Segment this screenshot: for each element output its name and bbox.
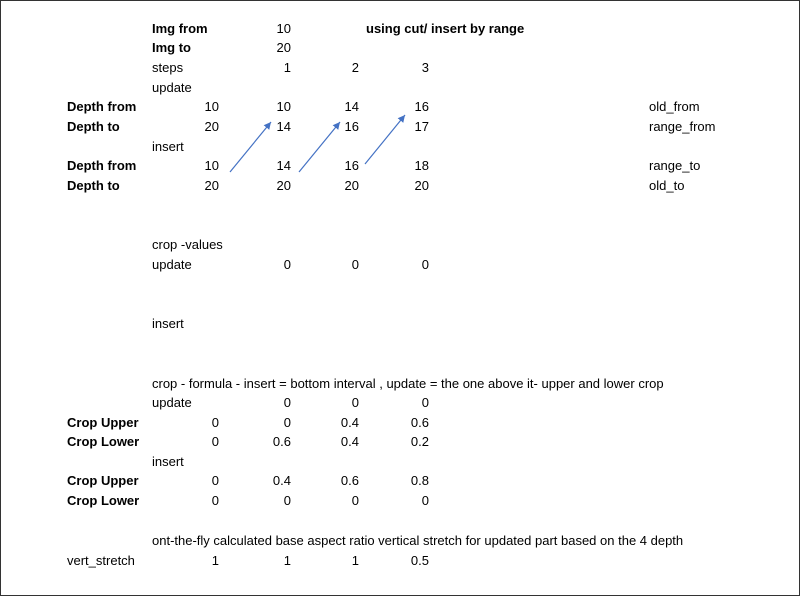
depth-update-from-cell: 10 xyxy=(276,99,291,114)
depth-insert-label: insert xyxy=(152,139,184,154)
tag-range-from: range_from xyxy=(649,119,716,134)
vert-stretch-cell: 1 xyxy=(283,553,291,568)
crop-update-upper-cell: 0.6 xyxy=(410,415,429,430)
depth-update-from-cell: 10 xyxy=(204,99,219,114)
depth-update-to-cell: 17 xyxy=(414,119,429,134)
crop-values-update-label: update xyxy=(152,257,192,272)
crop-lower-label: Crop Lower xyxy=(67,434,140,449)
img-to-value: 20 xyxy=(276,40,291,55)
depth-from-label: Depth from xyxy=(67,99,137,114)
img-from-label: Img from xyxy=(152,21,208,36)
depth-update-from-cell: 16 xyxy=(414,99,429,114)
tag-old-from: old_from xyxy=(649,99,700,114)
img-from-value: 10 xyxy=(276,21,291,36)
crop-values-update-cell: 0 xyxy=(421,257,429,272)
vert-stretch-cell: 0.5 xyxy=(410,553,429,568)
img-to-label: Img to xyxy=(152,40,191,55)
crop-upper-label: Crop Upper xyxy=(67,473,139,488)
crop-insert-lower-cell: 0 xyxy=(351,493,359,508)
crop-update-lower-cell: 0.2 xyxy=(410,434,429,449)
depth-update-to-cell: 20 xyxy=(204,119,219,134)
tag-old-to: old_to xyxy=(649,178,685,193)
crop-update-lower-cell: 0.4 xyxy=(340,434,359,449)
steps-label: steps xyxy=(152,60,184,75)
depth-to-label: Depth to xyxy=(67,119,120,134)
depth-insert-to-cell: 20 xyxy=(276,178,291,193)
depth-from-label: Depth from xyxy=(67,158,137,173)
crop-formula-update-cell: 0 xyxy=(421,395,429,410)
crop-lower-label: Crop Lower xyxy=(67,493,140,508)
crop-insert-upper-cell: 0 xyxy=(211,473,219,488)
vert-stretch-label: vert_stretch xyxy=(67,553,135,568)
depth-update-to-cell: 14 xyxy=(276,119,291,134)
crop-insert-upper-cell: 0.4 xyxy=(272,473,291,488)
vert-stretch-cell: 1 xyxy=(211,553,219,568)
crop-formula-update-cell: 0 xyxy=(283,395,291,410)
depth-update-from-cell: 14 xyxy=(344,99,359,114)
depth-insert-from-cell: 14 xyxy=(276,158,291,173)
depth-insert-from-cell: 18 xyxy=(414,158,429,173)
crop-formula-insert-label: insert xyxy=(152,454,184,469)
crop-values-title: crop -values xyxy=(152,237,223,252)
range-note: using cut/ insert by range xyxy=(366,21,525,36)
crop-formula-update-cell: 0 xyxy=(351,395,359,410)
depth-insert-to-cell: 20 xyxy=(414,178,429,193)
crop-update-lower-cell: 0 xyxy=(211,434,219,449)
crop-insert-lower-cell: 0 xyxy=(211,493,219,508)
crop-formula-update-label: update xyxy=(152,395,192,410)
depth-insert-to-cell: 20 xyxy=(204,178,219,193)
step-3: 3 xyxy=(421,60,429,75)
depth-update-to-cell: 16 xyxy=(344,119,359,134)
crop-update-lower-cell: 0.6 xyxy=(272,434,291,449)
depth-insert-from-cell: 10 xyxy=(204,158,219,173)
step-2: 2 xyxy=(351,60,359,75)
stretch-note: ont-the-fly calculated base aspect ratio vertical stretch for updated part based on the 4 depth xyxy=(152,533,684,548)
depth-to-label: Depth to xyxy=(67,178,120,193)
crop-values-update-cell: 0 xyxy=(351,257,359,272)
depth-insert-from-cell: 16 xyxy=(344,158,359,173)
crop-insert-lower-cell: 0 xyxy=(421,493,429,508)
crop-update-upper-cell: 0 xyxy=(211,415,219,430)
crop-insert-lower-cell: 0 xyxy=(283,493,291,508)
crop-formula-title: crop - formula - insert = bottom interval , update = the one above it- upper and lower crop xyxy=(152,376,664,391)
depth-insert-to-cell: 20 xyxy=(344,178,359,193)
crop-upper-label: Crop Upper xyxy=(67,415,139,430)
crop-update-upper-cell: 0 xyxy=(283,415,291,430)
depth-update-label: update xyxy=(152,80,192,95)
crop-insert-upper-cell: 0.6 xyxy=(340,473,359,488)
crop-update-upper-cell: 0.4 xyxy=(340,415,359,430)
crop-insert-upper-cell: 0.8 xyxy=(410,473,429,488)
tag-range-to: range_to xyxy=(649,158,701,173)
crop-values-insert-label: insert xyxy=(152,316,184,331)
vert-stretch-cell: 1 xyxy=(351,553,359,568)
step-1: 1 xyxy=(283,60,291,75)
crop-values-update-cell: 0 xyxy=(283,257,291,272)
